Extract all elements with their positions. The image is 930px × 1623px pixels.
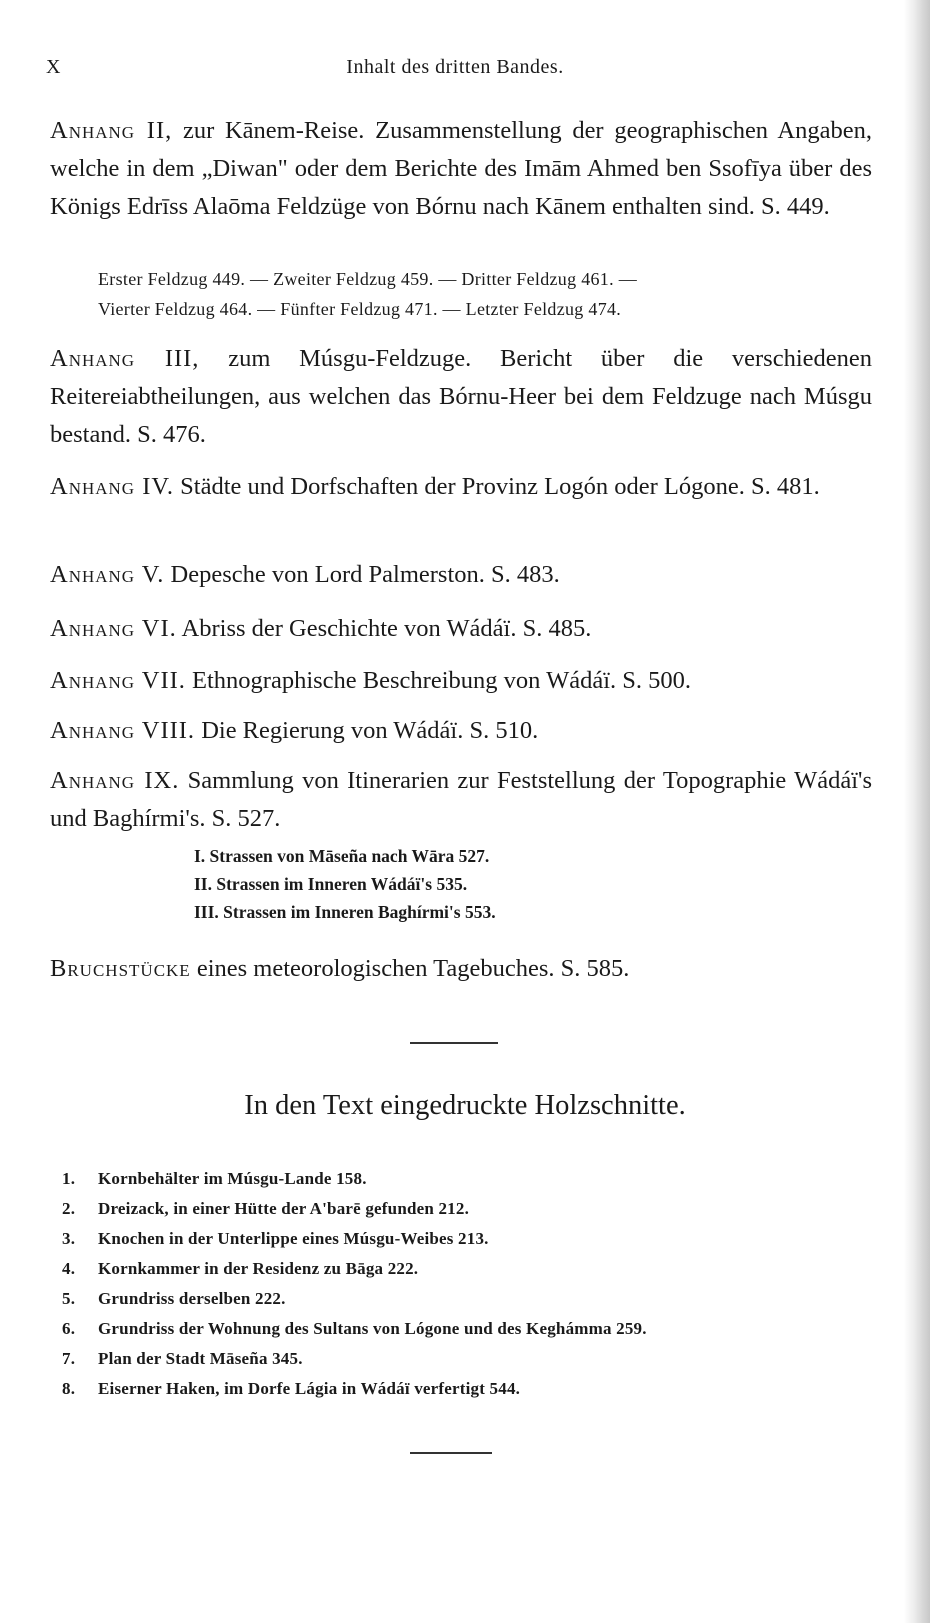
entry-label: Anhang II, xyxy=(50,117,173,144)
divider-rule xyxy=(410,1042,498,1044)
section-title: In den Text eingedruckte Holzschnitte. xyxy=(244,1090,686,1121)
entry-text: Ethnographische Beschreibung von Wádáï. S. 500. xyxy=(192,667,692,694)
entry-text: Die Regierung von Wádáï. S. 510. xyxy=(201,717,539,744)
divider-rule xyxy=(410,1452,492,1454)
figure-number: 1. xyxy=(62,1169,76,1188)
figure-caption: Knochen in der Unterlippe eines Músgu-Weibes 213. xyxy=(98,1229,489,1248)
figure-caption: Eiserner Haken, im Dorfe Lágia in Wádáï verfertigt 544. xyxy=(98,1379,521,1398)
entry-label: Anhang III, xyxy=(50,345,200,372)
itinerary-item: II. Strassen im Inneren Wádáï's 535. xyxy=(194,874,468,894)
figure-number: 5. xyxy=(62,1289,76,1308)
figure-number: 6. xyxy=(62,1319,76,1338)
figure-caption: Kornbehälter im Músgu-Lande 158. xyxy=(98,1169,367,1188)
entry-label: Anhang IV. xyxy=(50,473,175,500)
toc-entry-anhang-2 xyxy=(50,112,872,226)
itinerary-item: III. Strassen im Inneren Baghírmi's 553. xyxy=(194,902,496,922)
entry-text: zur Kānem-Reise. Zusammenstellung der geographischen Angaben, welche in dem „Diwan" oder dem Berichte des Imām Ahmed ben Ssofīya über des Königs Edrīss Alaōma Feldzüge von Bórnu nach Kānem enthalten sind. S. 449. xyxy=(50,117,872,220)
toc-entry-anhang-9 xyxy=(50,762,872,838)
entry-text: Abriss der Geschichte von Wádáï. S. 485. xyxy=(181,615,592,642)
figure-number: 3. xyxy=(62,1229,76,1248)
feldzuege-line: Erster Feldzug 449. — Zweiter Feldzug 459. — Dritter Feldzug 461. — xyxy=(98,269,637,289)
toc-entry-anhang-6 xyxy=(50,610,872,648)
itinerary-item: I. Strassen von Māseña nach Wāra 527. xyxy=(194,846,490,866)
entry-text: eines meteorologischen Tagebuches. S. 585. xyxy=(196,955,630,982)
toc-entry-anhang-5 xyxy=(50,556,872,594)
entry-label: Anhang VII. xyxy=(50,667,186,694)
entry-text: zum Músgu-Feldzuge. Bericht über die verschiedenen Reitereiabtheilungen, aus welchen das Bórnu-Heer bei dem Feldzuge nach Músgu bestand. S. 476. xyxy=(50,345,873,448)
figure-number: 8. xyxy=(62,1379,76,1398)
toc-entry-anhang-4 xyxy=(50,468,872,506)
entry-label: Anhang VIII. xyxy=(50,717,196,744)
figure-caption: Grundriss derselben 222. xyxy=(98,1289,286,1308)
feldzuege-list xyxy=(98,264,878,324)
figure-number: 7. xyxy=(62,1349,76,1368)
figure-caption: Kornkammer in der Residenz zu Bāga 222. xyxy=(98,1259,419,1278)
toc-entry-bruchstuecke xyxy=(50,950,872,988)
figure-item xyxy=(62,1224,892,1254)
feldzuege-line: Vierter Feldzug 464. — Fünfter Feldzug 471. — Letzter Feldzug 474. xyxy=(98,299,622,319)
entry-text: Depesche von Lord Palmerston. S. 483. xyxy=(170,561,560,588)
figure-item xyxy=(62,1254,892,1284)
toc-entry-anhang-8 xyxy=(50,712,872,750)
figure-item xyxy=(62,1284,892,1314)
page-edge-shadow xyxy=(904,0,930,1623)
figure-caption: Dreizack, in einer Hütte der A'barē gefunden 212. xyxy=(98,1199,470,1218)
figure-caption: Grundriss der Wohnung des Sultans von Lógone und des Keghámma 259. xyxy=(98,1319,647,1338)
page-number: X xyxy=(46,56,61,78)
figure-item xyxy=(62,1344,892,1374)
figure-item xyxy=(62,1374,892,1404)
figure-number: 4. xyxy=(62,1259,76,1278)
figure-item xyxy=(62,1164,892,1194)
entry-text: Sammlung von Itinerarien zur Feststellung der Topographie Wádáï's und Baghírmi's. S. 527. xyxy=(50,767,873,832)
entry-label: Anhang V. xyxy=(50,561,165,588)
entry-text: Städte und Dorfschaften der Provinz Logón oder Lógone. S. 481. xyxy=(180,473,820,500)
toc-entry-anhang-7 xyxy=(50,662,872,700)
figure-caption: Plan der Stadt Māseña 345. xyxy=(98,1349,303,1368)
figure-number: 2. xyxy=(62,1199,76,1218)
figure-item xyxy=(62,1314,892,1344)
figure-item xyxy=(62,1194,892,1224)
running-header xyxy=(40,56,870,86)
entry-label: Anhang IX. xyxy=(50,767,180,794)
entry-label: Anhang VI. xyxy=(50,615,177,642)
entry-label: Bruchstücke xyxy=(50,955,191,982)
toc-entry-anhang-3 xyxy=(50,340,872,454)
header-title: Inhalt des dritten Bandes. xyxy=(346,56,564,78)
